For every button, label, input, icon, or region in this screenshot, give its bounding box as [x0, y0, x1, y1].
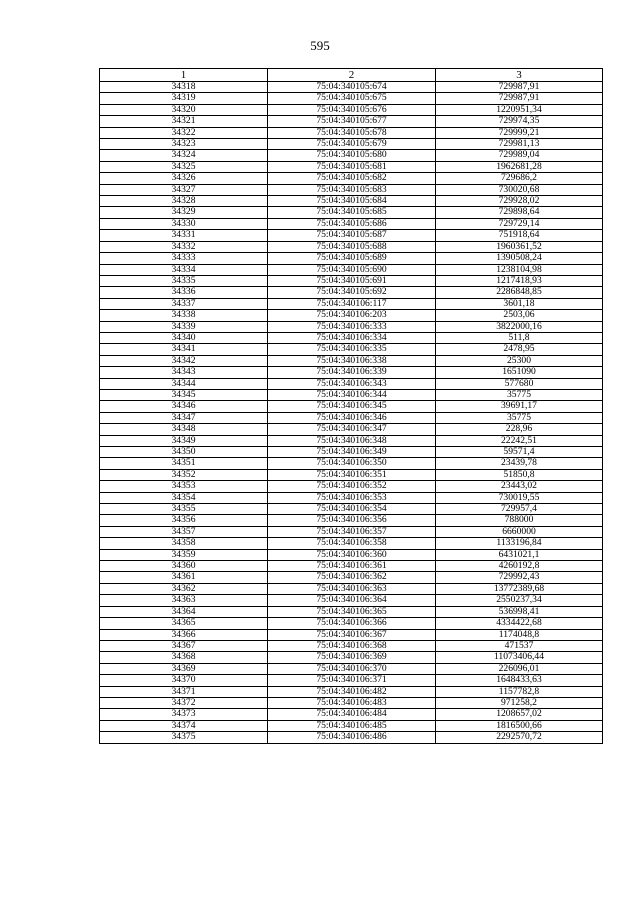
value-cell: 730020,68: [436, 184, 603, 195]
cadastral-number-cell: 75:04:340106:348: [268, 435, 436, 446]
row-number-cell: 34322: [100, 127, 268, 138]
value-cell: 11073406,44: [436, 652, 603, 663]
row-number-cell: 34364: [100, 606, 268, 617]
value-cell: 2292570,72: [436, 732, 603, 743]
table-row: [100, 595, 603, 606]
table-row: [100, 184, 603, 195]
column-header-3: 3: [436, 69, 603, 82]
value-cell: 511,8: [436, 332, 603, 343]
cadastral-number-cell: 75:04:340105:682: [268, 173, 436, 184]
value-cell: 226096,01: [436, 663, 603, 674]
page-number: 595: [310, 38, 330, 53]
table-row: [100, 275, 603, 286]
value-cell: 729957,4: [436, 504, 603, 515]
table-row: [100, 344, 603, 355]
cadastral-number-cell: 75:04:340106:485: [268, 720, 436, 731]
cadastral-number-cell: 75:04:340106:350: [268, 458, 436, 469]
value-cell: 1208657,02: [436, 709, 603, 720]
table-row: [100, 561, 603, 572]
cadastral-number-cell: 75:04:340106:483: [268, 697, 436, 708]
value-cell: 23439,78: [436, 458, 603, 469]
row-number-cell: 34331: [100, 230, 268, 241]
value-cell: 2503,06: [436, 310, 603, 321]
cadastral-number-cell: 75:04:340105:675: [268, 93, 436, 104]
value-cell: 729729,14: [436, 218, 603, 229]
row-number-cell: 34324: [100, 150, 268, 161]
table-row: [100, 378, 603, 389]
cadastral-number-cell: 75:04:340106:346: [268, 412, 436, 423]
table-row: [100, 424, 603, 435]
cadastral-number-cell: 75:04:340105:683: [268, 184, 436, 195]
table-row: [100, 150, 603, 161]
cadastral-number-cell: 75:04:340106:345: [268, 401, 436, 412]
cadastral-number-cell: 75:04:340105:692: [268, 287, 436, 298]
value-cell: 1962681,28: [436, 161, 603, 172]
table-row: [100, 196, 603, 207]
table-row: [100, 538, 603, 549]
table-row: [100, 298, 603, 309]
table-row: [100, 435, 603, 446]
row-number-cell: 34370: [100, 675, 268, 686]
cadastral-number-cell: 75:04:340106:333: [268, 321, 436, 332]
row-number-cell: 34340: [100, 332, 268, 343]
table-row: [100, 321, 603, 332]
header-row: [100, 69, 603, 82]
row-number-cell: 34345: [100, 389, 268, 400]
row-number-cell: 34347: [100, 412, 268, 423]
row-number-cell: 34368: [100, 652, 268, 663]
table-row: [100, 253, 603, 264]
value-cell: 1157782,8: [436, 686, 603, 697]
table-row: [100, 161, 603, 172]
cadastral-number-cell: 75:04:340105:687: [268, 230, 436, 241]
cadastral-number-cell: 75:04:340105:690: [268, 264, 436, 275]
value-cell: 4334422,68: [436, 618, 603, 629]
table-row: [100, 218, 603, 229]
value-cell: 1651090: [436, 367, 603, 378]
cadastral-number-cell: 75:04:340105:689: [268, 253, 436, 264]
registry-table: [99, 68, 603, 744]
value-cell: 51850,8: [436, 469, 603, 480]
table-row: [100, 686, 603, 697]
table-row: [100, 469, 603, 480]
row-number-cell: 34329: [100, 207, 268, 218]
table-row: [100, 93, 603, 104]
row-number-cell: 34321: [100, 116, 268, 127]
row-number-cell: 34323: [100, 139, 268, 150]
row-number-cell: 34352: [100, 469, 268, 480]
cadastral-number-cell: 75:04:340106:369: [268, 652, 436, 663]
table-row: [100, 82, 603, 93]
cadastral-number-cell: 75:04:340105:681: [268, 161, 436, 172]
row-number-cell: 34336: [100, 287, 268, 298]
column-header-1: 1: [100, 69, 268, 82]
table-row: [100, 572, 603, 583]
cadastral-number-cell: 75:04:340106:363: [268, 583, 436, 594]
row-number-cell: 34337: [100, 298, 268, 309]
value-cell: 6431021,1: [436, 549, 603, 560]
value-cell: 729987,91: [436, 93, 603, 104]
value-cell: 35775: [436, 412, 603, 423]
value-cell: 1174048,8: [436, 629, 603, 640]
value-cell: 1217418,93: [436, 275, 603, 286]
value-cell: 577680: [436, 378, 603, 389]
row-number-cell: 34325: [100, 161, 268, 172]
cadastral-number-cell: 75:04:340106:338: [268, 355, 436, 366]
table-row: [100, 515, 603, 526]
row-number-cell: 34361: [100, 572, 268, 583]
row-number-cell: 34319: [100, 93, 268, 104]
value-cell: 25300: [436, 355, 603, 366]
table-row: [100, 549, 603, 560]
row-number-cell: 34338: [100, 310, 268, 321]
value-cell: 751918,64: [436, 230, 603, 241]
value-cell: 729974,35: [436, 116, 603, 127]
row-number-cell: 34372: [100, 697, 268, 708]
row-number-cell: 34358: [100, 538, 268, 549]
cadastral-number-cell: 75:04:340105:677: [268, 116, 436, 127]
row-number-cell: 34328: [100, 196, 268, 207]
value-cell: 1133196,84: [436, 538, 603, 549]
table-row: [100, 652, 603, 663]
cadastral-number-cell: 75:04:340106:362: [268, 572, 436, 583]
row-number-cell: 34363: [100, 595, 268, 606]
value-cell: 22242,51: [436, 435, 603, 446]
cadastral-number-cell: 75:04:340106:367: [268, 629, 436, 640]
row-number-cell: 34335: [100, 275, 268, 286]
row-number-cell: 34357: [100, 526, 268, 537]
cadastral-number-cell: 75:04:340105:674: [268, 82, 436, 93]
cadastral-number-cell: 75:04:340106:349: [268, 447, 436, 458]
cadastral-number-cell: 75:04:340106:334: [268, 332, 436, 343]
row-number-cell: 34320: [100, 104, 268, 115]
table-row: [100, 663, 603, 674]
table-row: [100, 732, 603, 743]
table-row: [100, 367, 603, 378]
row-number-cell: 34348: [100, 424, 268, 435]
table-row: [100, 127, 603, 138]
row-number-cell: 34359: [100, 549, 268, 560]
cadastral-number-cell: 75:04:340105:676: [268, 104, 436, 115]
cadastral-number-cell: 75:04:340106:357: [268, 526, 436, 537]
cadastral-number-cell: 75:04:340106:360: [268, 549, 436, 560]
cadastral-number-cell: 75:04:340106:371: [268, 675, 436, 686]
cadastral-number-cell: 75:04:340106:486: [268, 732, 436, 743]
value-cell: 3601,18: [436, 298, 603, 309]
cadastral-number-cell: 75:04:340106:484: [268, 709, 436, 720]
row-number-cell: 34375: [100, 732, 268, 743]
value-cell: 1220951,34: [436, 104, 603, 115]
table-row: [100, 287, 603, 298]
row-number-cell: 34354: [100, 492, 268, 503]
row-number-cell: 34327: [100, 184, 268, 195]
table-row: [100, 458, 603, 469]
table-row: [100, 447, 603, 458]
table-row: [100, 675, 603, 686]
value-cell: 729989,04: [436, 150, 603, 161]
row-number-cell: 34343: [100, 367, 268, 378]
row-number-cell: 34332: [100, 241, 268, 252]
row-number-cell: 34330: [100, 218, 268, 229]
cadastral-number-cell: 75:04:340106:117: [268, 298, 436, 309]
table-row: [100, 720, 603, 731]
row-number-cell: 34350: [100, 447, 268, 458]
cadastral-number-cell: 75:04:340106:361: [268, 561, 436, 572]
cadastral-number-cell: 75:04:340106:344: [268, 389, 436, 400]
cadastral-number-cell: 75:04:340105:678: [268, 127, 436, 138]
row-number-cell: 34374: [100, 720, 268, 731]
cadastral-number-cell: 75:04:340105:684: [268, 196, 436, 207]
value-cell: 4260192,8: [436, 561, 603, 572]
value-cell: 59571,4: [436, 447, 603, 458]
table-row: [100, 264, 603, 275]
value-cell: 729981,13: [436, 139, 603, 150]
table-row: [100, 606, 603, 617]
row-number-cell: 34333: [100, 253, 268, 264]
row-number-cell: 34362: [100, 583, 268, 594]
row-number-cell: 34349: [100, 435, 268, 446]
value-cell: 730019,55: [436, 492, 603, 503]
value-cell: 788000: [436, 515, 603, 526]
table-row: [100, 526, 603, 537]
cadastral-number-cell: 75:04:340106:347: [268, 424, 436, 435]
row-number-cell: 34341: [100, 344, 268, 355]
cadastral-number-cell: 75:04:340106:356: [268, 515, 436, 526]
value-cell: 6660000: [436, 526, 603, 537]
table-row: [100, 492, 603, 503]
value-cell: 729686,2: [436, 173, 603, 184]
value-cell: 729987,91: [436, 82, 603, 93]
row-number-cell: 34351: [100, 458, 268, 469]
table-row: [100, 504, 603, 515]
cadastral-number-cell: 75:04:340105:688: [268, 241, 436, 252]
table-row: [100, 640, 603, 651]
cadastral-number-cell: 75:04:340105:686: [268, 218, 436, 229]
cadastral-number-cell: 75:04:340105:679: [268, 139, 436, 150]
row-number-cell: 34334: [100, 264, 268, 275]
value-cell: 536998,41: [436, 606, 603, 617]
row-number-cell: 34346: [100, 401, 268, 412]
value-cell: 39691,17: [436, 401, 603, 412]
cadastral-number-cell: 75:04:340106:370: [268, 663, 436, 674]
cadastral-number-cell: 75:04:340106:352: [268, 481, 436, 492]
table-row: [100, 412, 603, 423]
value-cell: 1816500,66: [436, 720, 603, 731]
row-number-cell: 34356: [100, 515, 268, 526]
cadastral-number-cell: 75:04:340105:691: [268, 275, 436, 286]
table-row: [100, 583, 603, 594]
table-row: [100, 139, 603, 150]
table-row: [100, 401, 603, 412]
cadastral-number-cell: 75:04:340106:353: [268, 492, 436, 503]
table-row: [100, 629, 603, 640]
cadastral-number-cell: 75:04:340106:339: [268, 367, 436, 378]
table-row: [100, 618, 603, 629]
cadastral-number-cell: 75:04:340106:482: [268, 686, 436, 697]
table-row: [100, 116, 603, 127]
table-row: [100, 207, 603, 218]
value-cell: 2550237,34: [436, 595, 603, 606]
table-row: [100, 173, 603, 184]
row-number-cell: 34365: [100, 618, 268, 629]
table-row: [100, 310, 603, 321]
value-cell: 3822000,16: [436, 321, 603, 332]
value-cell: 2286848,85: [436, 287, 603, 298]
table-row: [100, 697, 603, 708]
cadastral-number-cell: 75:04:340106:358: [268, 538, 436, 549]
cadastral-number-cell: 75:04:340105:685: [268, 207, 436, 218]
value-cell: 13772389,68: [436, 583, 603, 594]
row-number-cell: 34318: [100, 82, 268, 93]
table-header: [100, 69, 603, 82]
cadastral-number-cell: 75:04:340105:680: [268, 150, 436, 161]
value-cell: 1960361,52: [436, 241, 603, 252]
row-number-cell: 34326: [100, 173, 268, 184]
cadastral-number-cell: 75:04:340106:343: [268, 378, 436, 389]
value-cell: 1238104,98: [436, 264, 603, 275]
cadastral-number-cell: 75:04:340106:351: [268, 469, 436, 480]
cadastral-number-cell: 75:04:340106:203: [268, 310, 436, 321]
row-number-cell: 34367: [100, 640, 268, 651]
table-row: [100, 241, 603, 252]
value-cell: 1390508,24: [436, 253, 603, 264]
cadastral-number-cell: 75:04:340106:368: [268, 640, 436, 651]
value-cell: 729999,21: [436, 127, 603, 138]
value-cell: 228,96: [436, 424, 603, 435]
value-cell: 729992,43: [436, 572, 603, 583]
table-row: [100, 332, 603, 343]
row-number-cell: 34369: [100, 663, 268, 674]
value-cell: 1648433,63: [436, 675, 603, 686]
row-number-cell: 34371: [100, 686, 268, 697]
value-cell: 35775: [436, 389, 603, 400]
cadastral-number-cell: 75:04:340106:364: [268, 595, 436, 606]
value-cell: 729898,64: [436, 207, 603, 218]
table-row: [100, 389, 603, 400]
table-body: [100, 82, 603, 744]
row-number-cell: 34342: [100, 355, 268, 366]
cadastral-number-cell: 75:04:340106:354: [268, 504, 436, 515]
value-cell: 2478,95: [436, 344, 603, 355]
row-number-cell: 34344: [100, 378, 268, 389]
table-row: [100, 355, 603, 366]
row-number-cell: 34355: [100, 504, 268, 515]
value-cell: 23443,02: [436, 481, 603, 492]
table-row: [100, 481, 603, 492]
row-number-cell: 34360: [100, 561, 268, 572]
row-number-cell: 34366: [100, 629, 268, 640]
row-number-cell: 34353: [100, 481, 268, 492]
value-cell: 971258,2: [436, 697, 603, 708]
value-cell: 729928,02: [436, 196, 603, 207]
row-number-cell: 34339: [100, 321, 268, 332]
cadastral-number-cell: 75:04:340106:366: [268, 618, 436, 629]
table-row: [100, 230, 603, 241]
column-header-2: 2: [268, 69, 436, 82]
row-number-cell: 34373: [100, 709, 268, 720]
table-row: [100, 104, 603, 115]
cadastral-number-cell: 75:04:340106:335: [268, 344, 436, 355]
value-cell: 471537: [436, 640, 603, 651]
cadastral-number-cell: 75:04:340106:365: [268, 606, 436, 617]
table-row: [100, 709, 603, 720]
